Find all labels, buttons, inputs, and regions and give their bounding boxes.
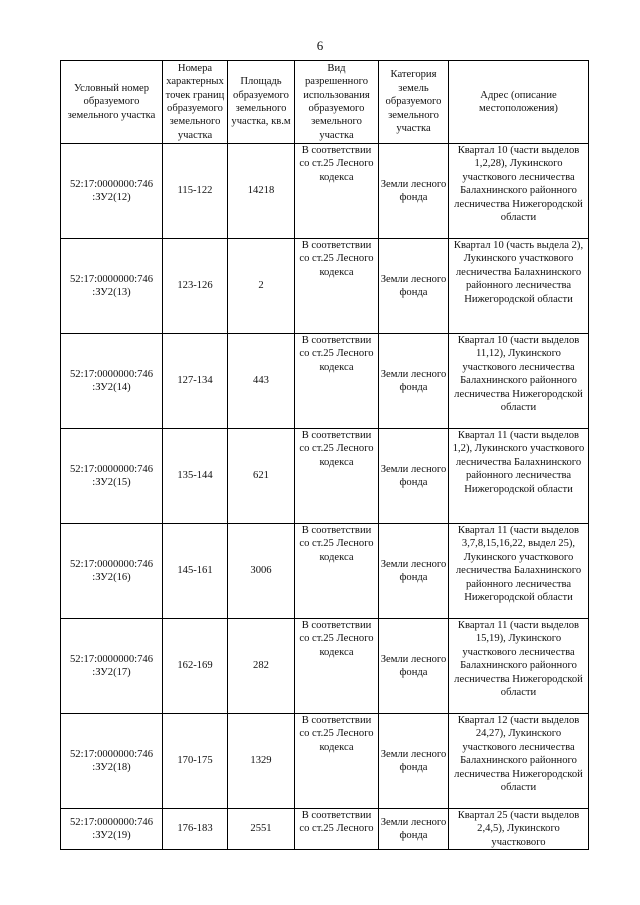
header-land-category: Категория земель образуемого земельного участка <box>379 61 449 144</box>
header-permitted-use: Вид разрешенного использования образуемого земельного участка <box>295 61 379 144</box>
cell-plot-number: 52:17:0000000:746 :ЗУ2(15) <box>61 429 163 524</box>
table-row <box>61 239 589 334</box>
header-boundary-points: Номера характерных точек границ образуемого земельного участка <box>163 61 228 144</box>
header-plot-number: Условный номер образуемого земельного участка <box>61 61 163 144</box>
cell-permitted-use: В соответствии со ст.25 Лесного <box>295 809 379 850</box>
cell-area: 3006 <box>228 524 295 619</box>
cell-area: 1329 <box>228 714 295 809</box>
cell-area: 2 <box>228 239 295 334</box>
table-header-row <box>61 61 589 144</box>
cell-address: Квартал 12 (части выделов 24,27), Лукинского участкового лесничества Балахнинского районного лесничества Нижегородской области <box>449 714 589 809</box>
cell-boundary-points: 170-175 <box>163 714 228 809</box>
cell-permitted-use: В соответствии со ст.25 Лесного кодекса <box>295 144 379 239</box>
page-number: 6 <box>316 38 324 53</box>
table-row <box>61 429 589 524</box>
table-row <box>61 524 589 619</box>
cell-permitted-use: В соответствии со ст.25 Лесного кодекса <box>295 239 379 334</box>
cell-permitted-use: В соответствии со ст.25 Лесного кодекса <box>295 429 379 524</box>
table-row <box>61 714 589 809</box>
cell-land-category: Земли лесного фонда <box>379 524 449 619</box>
cell-plot-number: 52:17:0000000:746 :ЗУ2(13) <box>61 239 163 334</box>
cell-boundary-points: 162-169 <box>163 619 228 714</box>
cell-address: Квартал 10 (части выделов 11,12), Лукинского участкового лесничества Балахнинского районного лесничества Нижегородской области <box>449 334 589 429</box>
cell-address: Квартал 11 (части выделов 3,7,8,15,16,22, выдел 25), Лукинского участкового лесничества Балахнинского районного лесничества Нижегородской области <box>449 524 589 619</box>
cell-boundary-points: 115-122 <box>163 144 228 239</box>
cell-address: Квартал 25 (части выделов 2,4,5), Лукинского участкового <box>449 809 589 850</box>
cell-address: Квартал 10 (части выделов 1,2,28), Лукинского участкового лесничества Балахнинского районного лесничества Нижегородской области <box>449 144 589 239</box>
table-row <box>61 619 589 714</box>
cell-boundary-points: 127-134 <box>163 334 228 429</box>
cell-area: 621 <box>228 429 295 524</box>
cell-area: 443 <box>228 334 295 429</box>
cell-plot-number: 52:17:0000000:746 :ЗУ2(16) <box>61 524 163 619</box>
cell-permitted-use: В соответствии со ст.25 Лесного кодекса <box>295 714 379 809</box>
cell-address: Квартал 10 (часть выдела 2), Лукинского участкового лесничества Балахнинского районного лесничества Нижегородской области <box>449 239 589 334</box>
cell-boundary-points: 145-161 <box>163 524 228 619</box>
cell-permitted-use: В соответствии со ст.25 Лесного кодекса <box>295 619 379 714</box>
cell-land-category: Земли лесного фонда <box>379 714 449 809</box>
cell-land-category: Земли лесного фонда <box>379 809 449 850</box>
cell-land-category: Земли лесного фонда <box>379 334 449 429</box>
cell-land-category: Земли лесного фонда <box>379 619 449 714</box>
cell-address: Квартал 11 (части выделов 15,19), Лукинского участкового лесничества Балахнинского районного лесничества Нижегородской области <box>449 619 589 714</box>
cell-land-category: Земли лесного фонда <box>379 239 449 334</box>
cell-boundary-points: 176-183 <box>163 809 228 850</box>
cell-area: 282 <box>228 619 295 714</box>
cell-plot-number: 52:17:0000000:746 :ЗУ2(17) <box>61 619 163 714</box>
cell-boundary-points: 135-144 <box>163 429 228 524</box>
cell-boundary-points: 123-126 <box>163 239 228 334</box>
cell-area: 2551 <box>228 809 295 850</box>
cell-plot-number: 52:17:0000000:746 :ЗУ2(14) <box>61 334 163 429</box>
table-row <box>61 334 589 429</box>
cell-plot-number: 52:17:0000000:746 :ЗУ2(12) <box>61 144 163 239</box>
table-row <box>61 809 589 850</box>
cell-permitted-use: В соответствии со ст.25 Лесного кодекса <box>295 334 379 429</box>
land-plots-table <box>60 60 589 850</box>
table-row <box>61 144 589 239</box>
header-address: Адрес (описание местоположения) <box>449 61 589 144</box>
cell-land-category: Земли лесного фонда <box>379 144 449 239</box>
cell-area: 14218 <box>228 144 295 239</box>
cell-address: Квартал 11 (части выделов 1,2), Лукинского участкового лесничества Балахнинского районного лесничества Нижегородской области <box>449 429 589 524</box>
cell-permitted-use: В соответствии со ст.25 Лесного кодекса <box>295 524 379 619</box>
cell-plot-number: 52:17:0000000:746 :ЗУ2(19) <box>61 809 163 850</box>
cell-land-category: Земли лесного фонда <box>379 429 449 524</box>
header-area: Площадь образуемого земельного участка, кв.м <box>228 61 295 144</box>
cell-plot-number: 52:17:0000000:746 :ЗУ2(18) <box>61 714 163 809</box>
